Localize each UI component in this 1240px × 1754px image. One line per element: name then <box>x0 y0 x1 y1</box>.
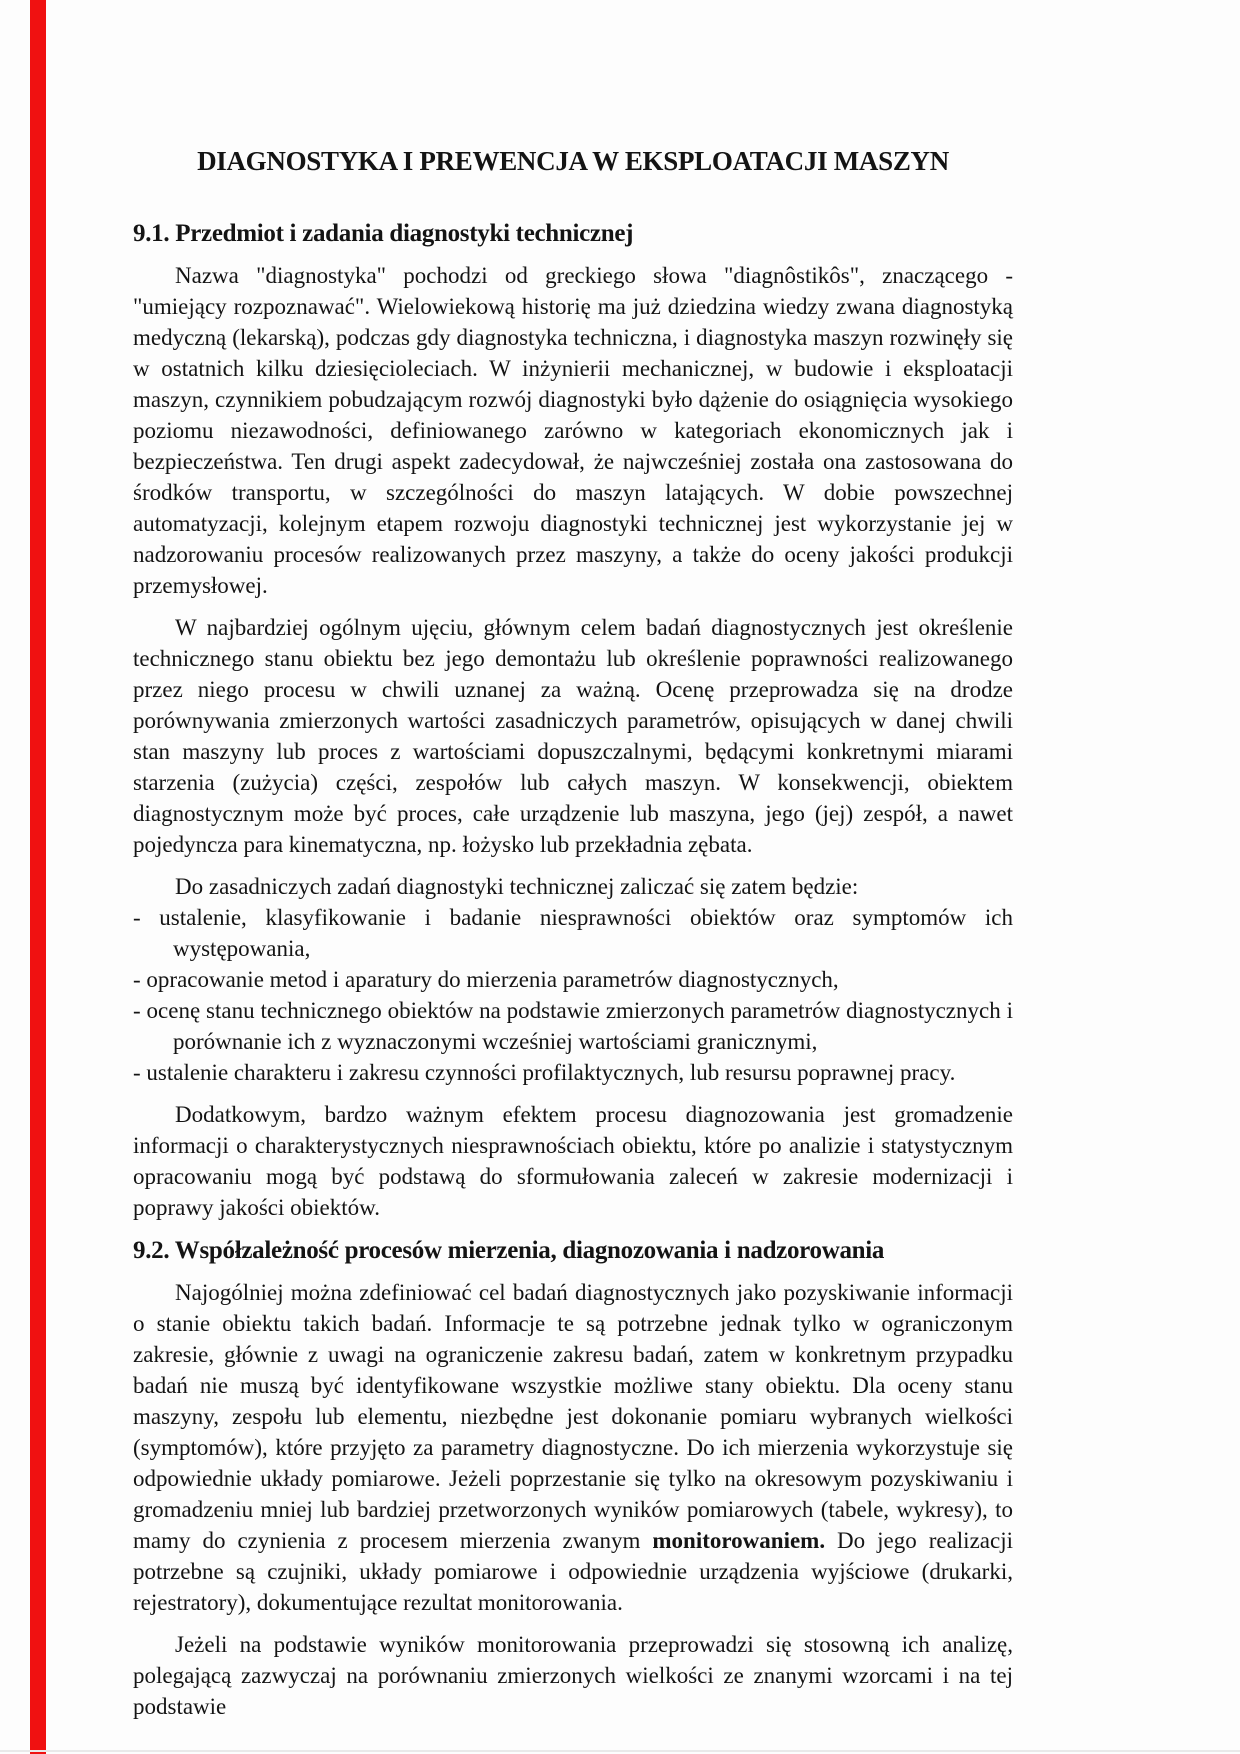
monitoring-bold-term: monitorowaniem. <box>652 1528 826 1553</box>
document-title: DIAGNOSTYKA I PREWENCJA W EKSPLOATACJI MASZYN <box>197 146 949 176</box>
scan-edge-artifact <box>0 1750 1240 1752</box>
paragraph-diagnostics-goal: W najbardziej ogólnym ujęciu, głównym celem badań diagnostycznych jest określenie technicznego stanu obiektu bez jego demontażu lub określenie poprawności realizowanego przez niego procesu w chwili uznanej za ważną. Ocenę przeprowadza się na drodze porównywania zmierzonych wartości zasadniczych parametrów, opisujących w danej chwili stan maszyny lub proces z wartościami dopuszczalnymi, będącymi konkretnymi miarami starzenia (zużycia) części, zespołów lub całych maszyn. W konsekwencji, obiektem diagnostycznym może być proces, całe urządzenie lub maszyna, jego (jej) zespół, a nawet pojedyncza para kinematyczna, np. łożysko lub przekładnia zębata. <box>133 615 1013 857</box>
monitoring-text-pre: Najogólniej można zdefiniować cel badań diagnostycznych jako pozyskiwanie informacji o stanie obiektu takich badań. Informacje te są potrzebne jednak tylko w ograniczonym zakresie, głównie z uwagi na ograniczenie zakresu badań, zatem w konkretnym przypadku badań nie muszą być identyfikowane wszystkie możliwe stany obiektu. Dla oceny stanu maszyny, zespołu lub elementu, niezbędne jest dokonanie pomiaru wybranych wielkości (symptomów), które przyjęto za parametry diagnostyczne. Do ich mierzenia wykorzystuje się odpowiednie układy pomiarowe. Jeżeli poprzestanie się tylko na okresowym pozyskiwaniu i gromadzeniu mniej lub bardziej przetworzonych wyników pomiarowych (tabele, wykresy), to mamy do czynienia z procesem mierzenia zwanym <box>133 1280 1013 1553</box>
paragraph-tasks-intro: Do zasadniczych zadań diagnostyki technicznej zaliczać się zatem będzie: <box>175 874 859 899</box>
task-item: - ustalenie, klasyfikowanie i badanie niesprawności obiektów oraz symptomów ich występowania, <box>133 905 1013 961</box>
red-margin-stripe <box>30 0 46 1754</box>
paragraph-additional-effect: Dodatkowym, bardzo ważnym efektem procesu diagnozowania jest gromadzenie informacji o charakterystycznych niesprawnościach obiektu, które po analizie i statystycznym opracowaniu mogą być podstawą do sformułowania zaleceń w zakresie modernizacji i poprawy jakości obiektów. <box>133 1102 1013 1220</box>
task-list <box>133 902 1013 1088</box>
task-item: - opracowanie metod i aparatury do mierzenia parametrów diagnostycznych, <box>133 967 839 992</box>
paragraph-diagnostics-origin: Nazwa "diagnostyka" pochodzi od greckiego słowa "diagnôstikôs", znaczącego - "umiejący rozpoznawać". Wielowiekową historię ma już dziedzina wiedzy zwana diagnostyką medyczną (lekarską), podczas gdy diagnostyka techniczna, i diagnostyka maszyn rozwinęły się w ostatnich kilku dziesięcioleciach. W inżynierii mechanicznej, w budowie i eksploatacji maszyn, czynnikiem pobudzającym rozwój diagnostyki było dążenie do osiągnięcia wysokiego poziomu niezawodności, definiowanego zarówno w kategoriach ekonomicznych jak i bezpieczeństwa. Ten drugi aspekt zadecydował, że najwcześniej została ona zastosowana do środków transportu, w szczególności do maszyn latających. W dobie powszechnej automatyzacji, kolejnym etapem rozwoju diagnostyki technicznej jest wykorzystanie jej w nadzorowaniu procesów realizowanych przez maszyny, a także do oceny jakości produkcji przemysłowej. <box>133 263 1013 598</box>
paragraph-analysis: Jeżeli na podstawie wyników monitorowania przeprowadzi się stosowną ich analizę, polegającą zazwyczaj na porównaniu zmierzonych wielkości ze znanymi wzorcami i na tej podstawie <box>133 1632 1013 1719</box>
section-heading-9-2: 9.2. Współzależność procesów mierzenia, diagnozowania i nadzorowania <box>133 1237 885 1264</box>
page-content <box>133 146 1013 1733</box>
task-item: - ustalenie charakteru i zakresu czynności profilaktycznych, lub resursu poprawnej pracy. <box>133 1060 956 1085</box>
paragraph-monitoring <box>133 1277 1013 1618</box>
section-heading-9-1: 9.1. Przedmiot i zadania diagnostyki technicznej <box>133 220 634 247</box>
monitoring-text-post: Do jego realizacji potrzebne są czujniki, układy pomiarowe i odpowiednie urządzenia wyjściowe (drukarki, rejestratory), dokumentujące rezultat monitorowania. <box>133 1528 1013 1615</box>
task-item: - ocenę stanu technicznego obiektów na podstawie zmierzonych parametrów diagnostycznych i porównanie ich z wyznaczonymi wcześniej wartościami granicznymi, <box>133 998 1013 1054</box>
